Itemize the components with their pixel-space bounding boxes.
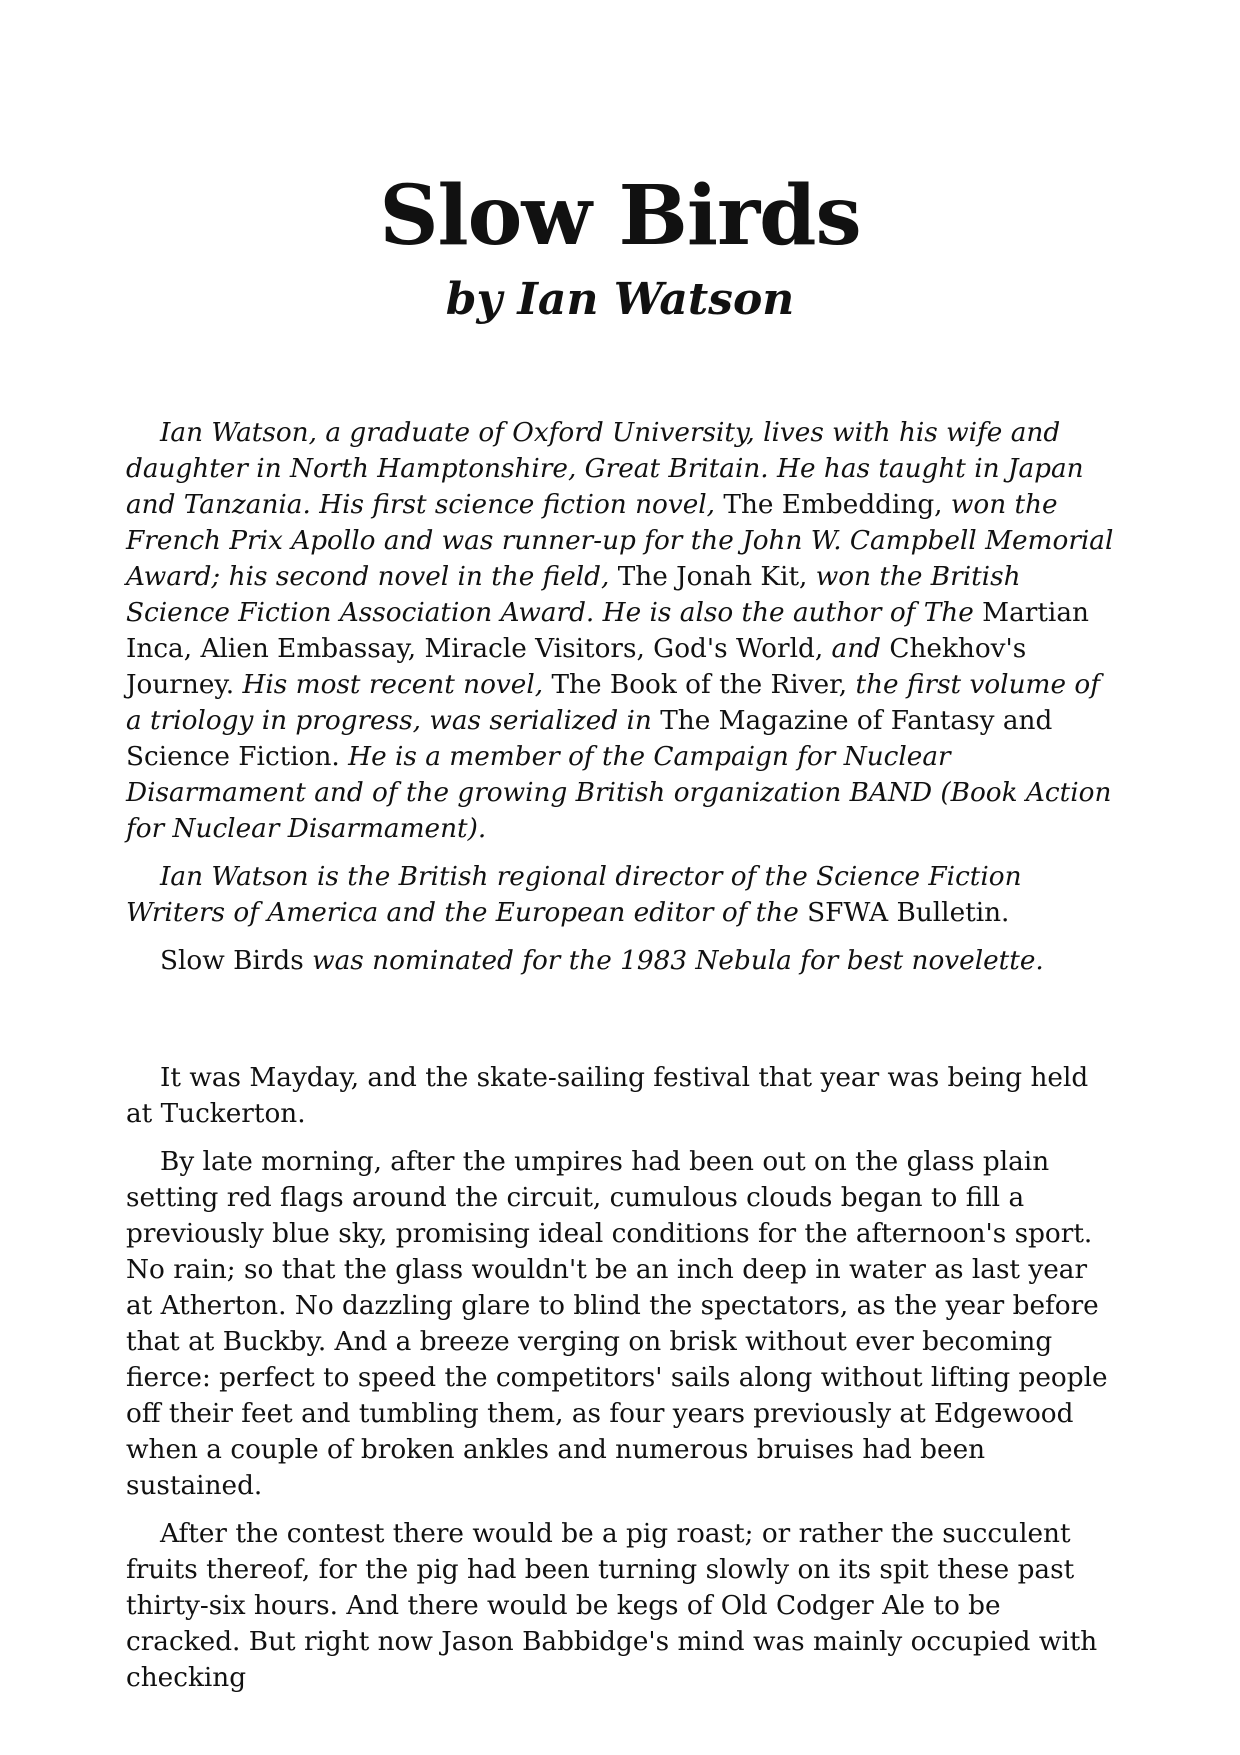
intro-text: He is a member of the Campaign for Nuclear Disarmament and of the growing British organization BAND (Book Action for Nuclear Disarmament). xyxy=(126,742,1112,844)
story-title-reference: Slow Birds xyxy=(160,946,313,976)
book-title: Martian Inca, Alien Embassay, Miracle Visitors, God's World, xyxy=(126,598,1089,664)
story-paragraph: After the contest there would be a pig roast; or rather the succulent fruits thereof, for the pig had been turning slowly on its spit these past thirty-six hours. And there would be kegs of Old Codger Ale to be cracked. But right now Jason Babbidge's mind was mainly occupied with checking xyxy=(126,1519,1098,1693)
intro-paragraph xyxy=(126,415,1116,847)
intro-text: Ian Watson, a graduate of Oxford University, lives with his wife and daughter in North Hamptonshire, Great Britain. He has taught in Japan and Tanzania. His first science fiction novel, xyxy=(126,418,1084,520)
story-title: Slow Birds xyxy=(379,168,861,264)
author-byline: by Ian Watson xyxy=(445,274,795,325)
book-title: The Book of the River, xyxy=(543,670,856,700)
intro-text: won the French Prix Apollo and was runner-up for the John W. Campbell Memorial Award; his second novel in the field, xyxy=(126,490,1114,592)
publication-title: SFWA Bulletin. xyxy=(798,898,1010,928)
intro-paragraph xyxy=(126,859,1116,931)
intro-text: won the British Science Fiction Association Award. He is also the author of The xyxy=(126,562,1021,628)
intro-text: Ian Watson is the British regional director of the Science Fiction Writers of America and the European editor of the xyxy=(126,862,1022,928)
book-title: The Embedding, xyxy=(715,490,951,520)
intro-text: the first volume of a triology in progress, was serialized in xyxy=(126,670,1100,736)
author-introduction xyxy=(126,415,1116,991)
story-body xyxy=(126,1060,1116,1708)
story-paragraph: By late morning, after the umpires had been out on the glass plain setting red flags around the circuit, cumulous clouds began to fill a previously blue sky, promising ideal conditions for the afternoon's sport. No rain; so that the glass wouldn't be an inch deep in water as last year at Atherton. No dazzling glare to blind the spectators, as the year before that at Buckby. And a breeze verging on brisk without ever becoming fierce: perfect to speed the competitors' sails along without lifting people off their feet and tumbling them, as four years previously at Edgewood when a couple of broken ankles and numerous bruises had been sustained. xyxy=(126,1147,1108,1501)
story-paragraph: It was Mayday, and the skate-sailing festival that year was being held at Tuckerton. xyxy=(126,1063,1089,1129)
intro-text: His most recent novel, xyxy=(242,670,544,700)
intro-text: and xyxy=(831,634,881,664)
intro-paragraph xyxy=(126,943,1116,979)
book-title: Chekhov's Journey. xyxy=(126,634,1027,700)
intro-text: was nominated for the 1983 Nebula for best novelette. xyxy=(312,946,1044,976)
book-title: The Magazine of Fantasy and Science Fiction. xyxy=(126,706,1053,772)
book-title: The Jonah Kit, xyxy=(609,562,816,592)
